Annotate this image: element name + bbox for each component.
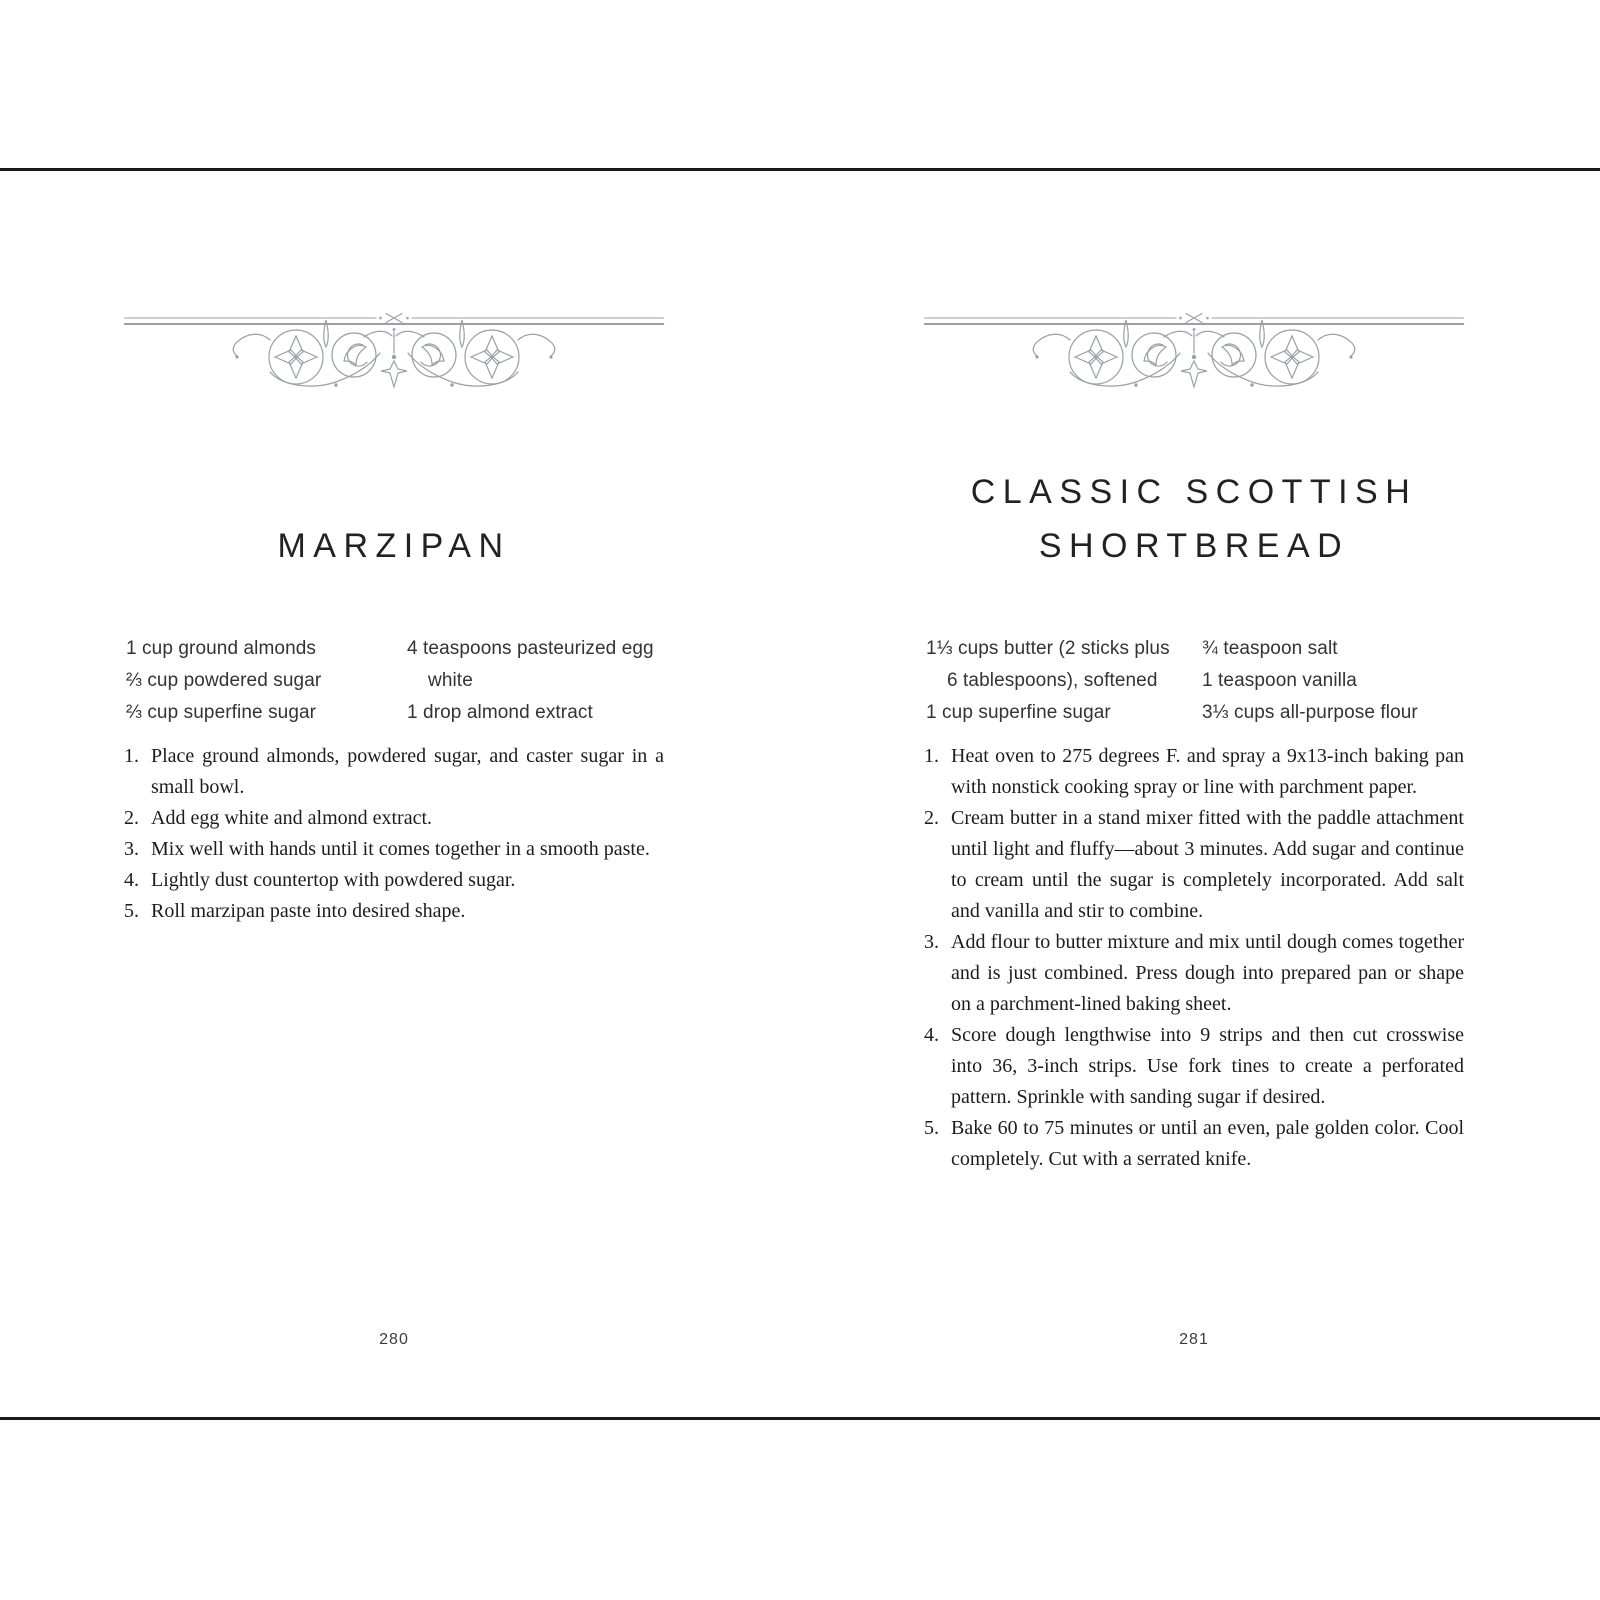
ingredient-line: 1 drop almond extract — [407, 702, 593, 723]
ornament-icon — [124, 311, 664, 399]
ingredient-line: 1 cup superfine sugar — [926, 702, 1111, 723]
instructions-list — [924, 741, 1464, 1175]
ingredient-line: 3⅓ cups all-purpose flour — [1202, 702, 1418, 723]
ingredient-line: 1 cup ground almonds — [126, 638, 317, 659]
ingredient-line: 1 teaspoon vanilla — [1202, 670, 1357, 691]
ingredient-line-continuation: white — [428, 670, 473, 691]
step-text: Lightly dust countertop with powdered sugar. — [151, 869, 516, 891]
step-item — [924, 803, 1464, 927]
step-text: Roll marzipan paste into desired shape. — [151, 900, 466, 922]
step-number: 2. — [924, 807, 939, 829]
ornament-icon — [924, 311, 1464, 399]
step-text: Add egg white and almond extract. — [151, 807, 433, 829]
ingredient-line: ⅔ cup superfine sugar — [126, 702, 317, 723]
step-number: 3. — [924, 931, 939, 953]
ingredient-line: ¾ teaspoon salt — [1202, 638, 1338, 659]
ingredients-column-1 — [926, 633, 1170, 729]
recipe-title-line-1: CLASSIC SCOTTISH — [970, 473, 1418, 511]
ingredient-line: 4 teaspoons pasteurized egg — [407, 638, 654, 659]
recipe-title: MARZIPAN — [277, 527, 511, 565]
instructions-list — [124, 741, 664, 927]
recipe-title — [924, 465, 1464, 573]
step-text: Heat oven to 275 degrees F. and spray a 9x13-inch baking pan with nonstick cooking spray or line with parchment paper. — [951, 745, 1464, 798]
step-number: 4. — [924, 1024, 939, 1046]
step-item — [924, 1020, 1464, 1113]
right-page — [924, 171, 1464, 1417]
left-page — [124, 171, 664, 1417]
step-item — [124, 834, 664, 865]
step-number: 4. — [124, 869, 139, 891]
step-number: 3. — [124, 838, 139, 860]
ingredients-column-1 — [126, 633, 321, 729]
step-text: Bake 60 to 75 minutes or until an even, pale golden color. Cool completely. Cut with a serrated knife. — [951, 1117, 1464, 1170]
step-number: 2. — [124, 807, 139, 829]
page-number: 280 — [379, 1331, 409, 1348]
step-text: Mix well with hands until it comes together in a smooth paste. — [151, 838, 650, 860]
step-number: 5. — [124, 900, 139, 922]
step-item — [924, 927, 1464, 1020]
step-text: Score dough lengthwise into 9 strips and then cut crosswise into 36, 3-inch strips. Use fork tines to create a perforated pattern. Sprinkle with sanding sugar if desired. — [951, 1024, 1464, 1108]
ingredient-line: ⅔ cup powdered sugar — [126, 670, 322, 691]
step-item — [124, 896, 664, 927]
step-number: 5. — [924, 1117, 939, 1139]
step-number: 1. — [924, 745, 939, 767]
step-item — [924, 741, 1464, 803]
ingredients-column-2 — [1202, 633, 1418, 729]
ingredient-line-continuation: 6 tablespoons), softened — [947, 670, 1158, 691]
page-bottom-edge-rule — [0, 1417, 1600, 1420]
recipe-title-line-2: SHORTBREAD — [1038, 527, 1350, 565]
step-item — [924, 1113, 1464, 1175]
step-item — [124, 865, 664, 896]
step-item — [124, 803, 664, 834]
ingredient-line: 1⅓ cups butter (2 sticks plus — [926, 638, 1170, 659]
step-item — [124, 741, 664, 803]
step-text: Place ground almonds, powdered sugar, and caster sugar in a small bowl. — [151, 745, 664, 798]
step-text: Add flour to butter mixture and mix until dough comes together and is just combined. Press dough into prepared pan or shape on a parchment-lined baking sheet. — [951, 931, 1464, 1015]
ingredients-column-2 — [407, 633, 654, 729]
step-text: Cream butter in a stand mixer fitted with the paddle attachment until light and fluffy—about 3 minutes. Add sugar and continue to cream until the sugar is completely incorporated. Add salt and vanilla and stir to combine. — [951, 807, 1464, 922]
step-number: 1. — [124, 745, 139, 767]
page-number: 281 — [1179, 1331, 1209, 1348]
